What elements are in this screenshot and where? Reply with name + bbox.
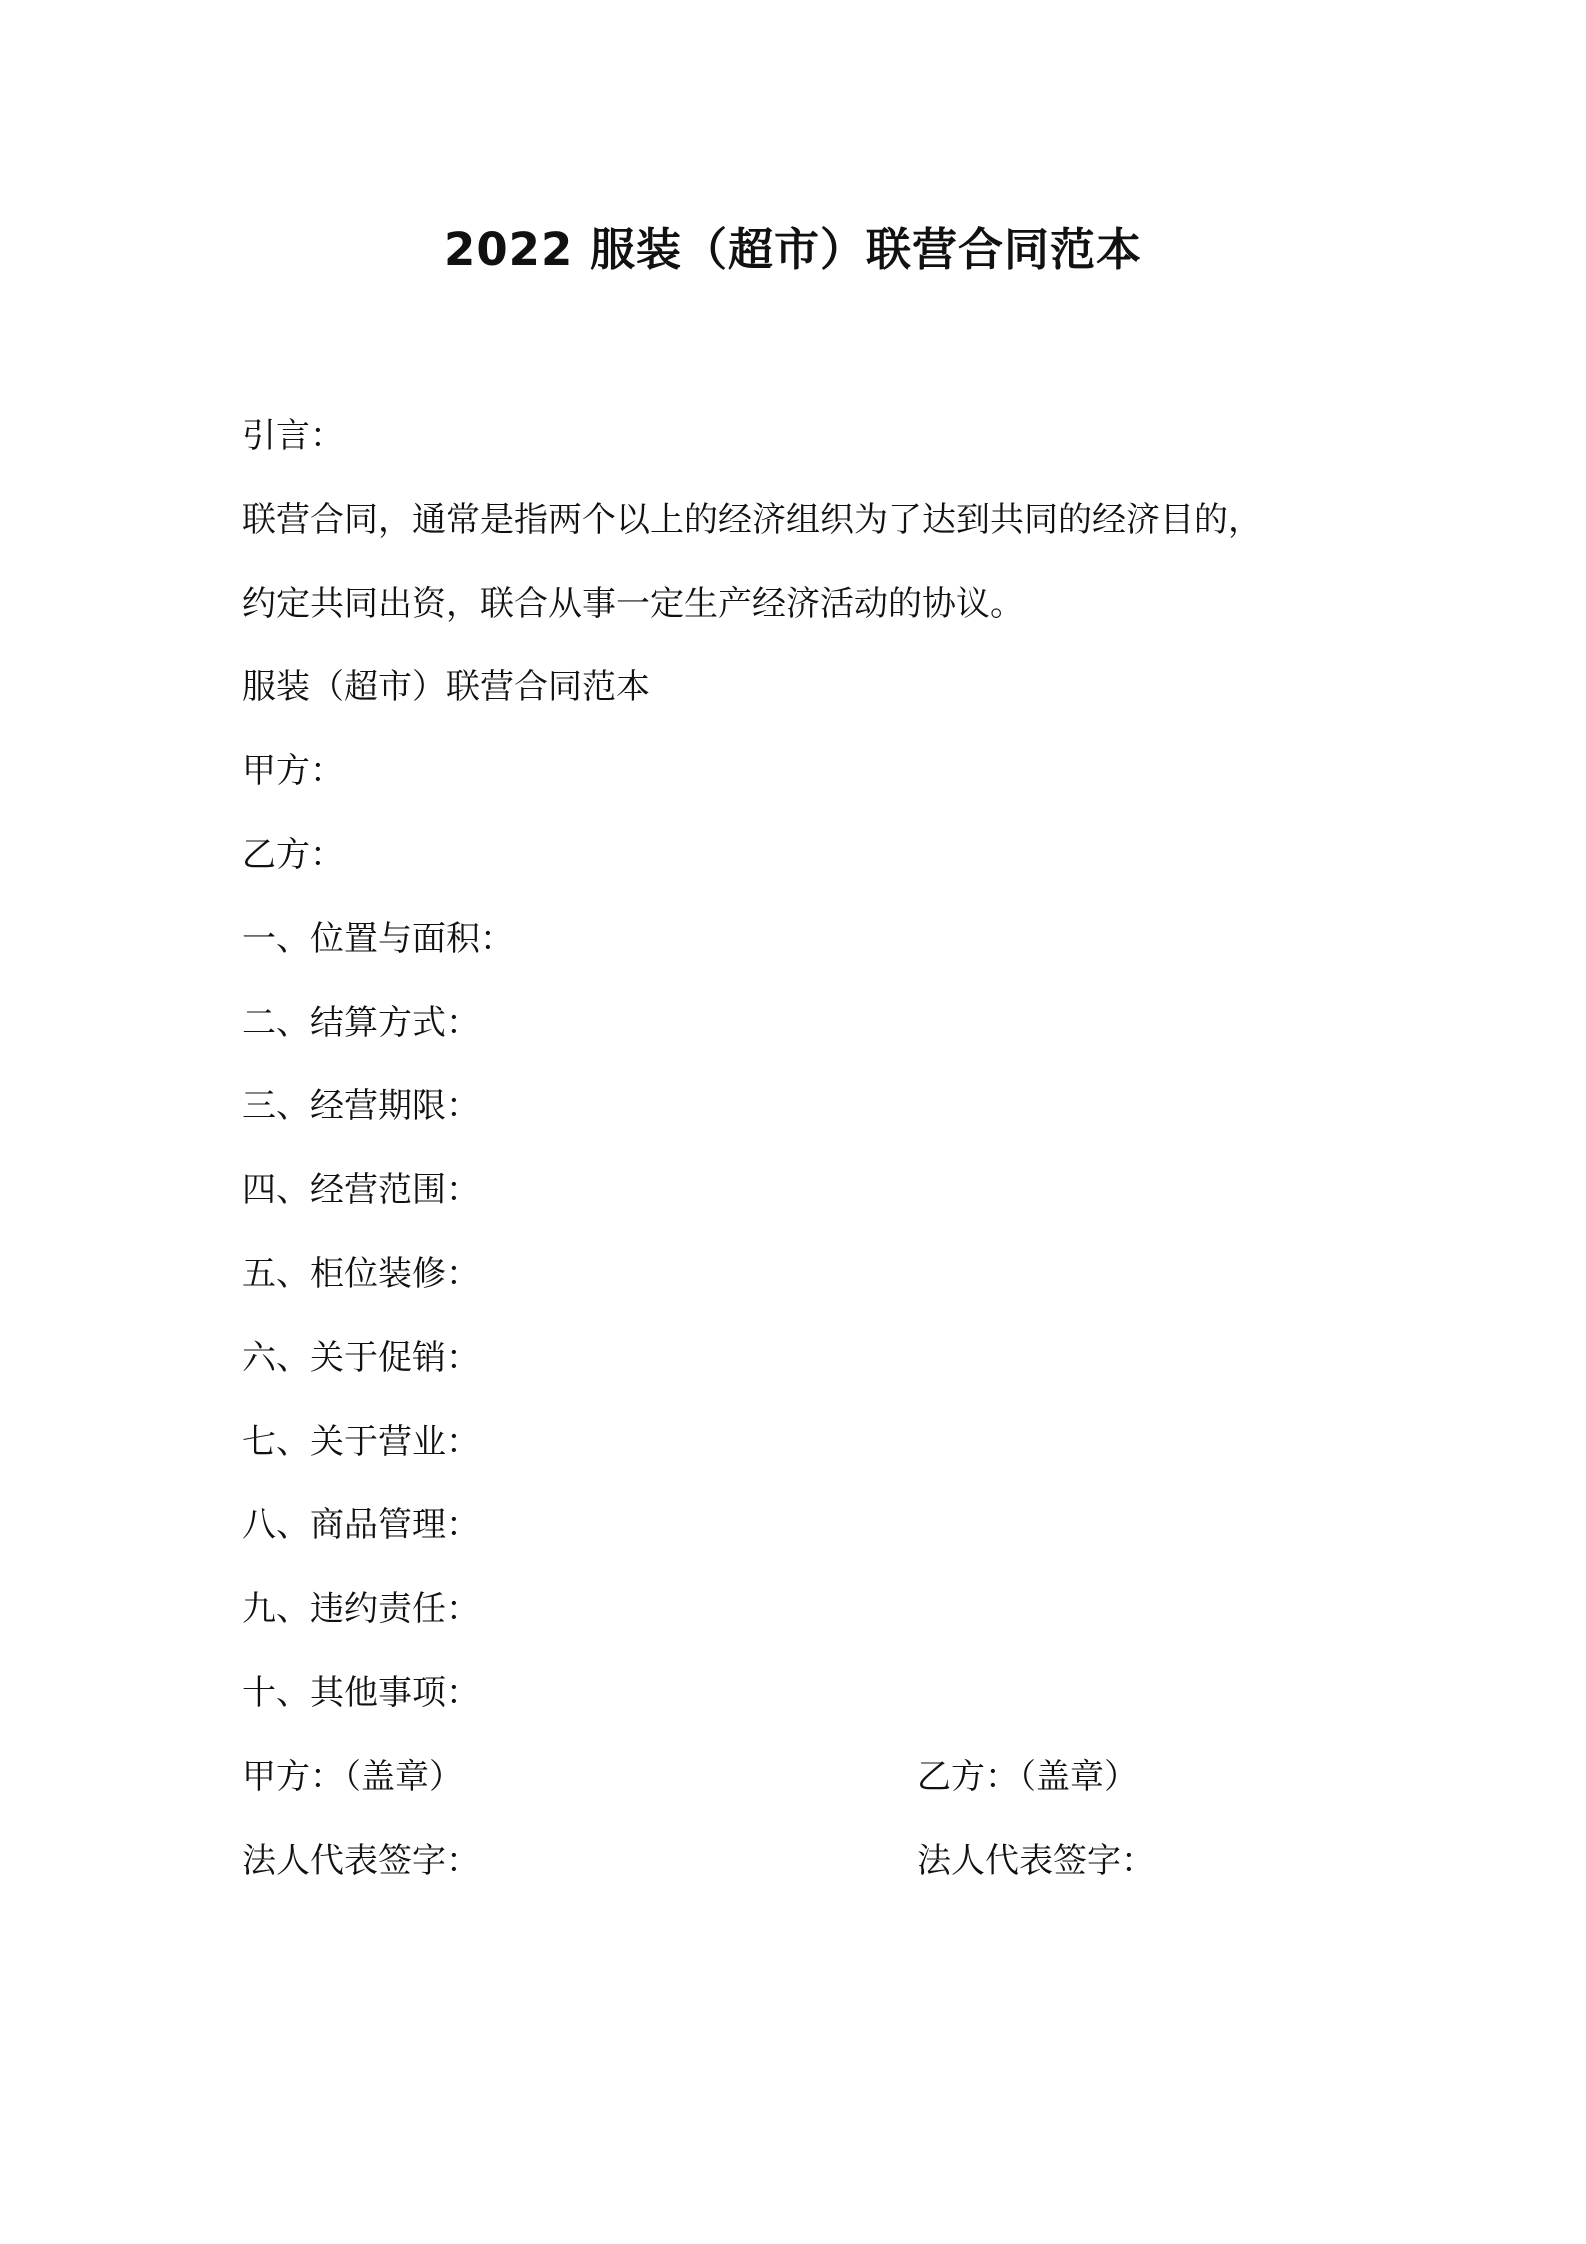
clause-4: 四、经营范围： — [242, 1170, 480, 1211]
party-a-label: 甲方： — [242, 751, 344, 792]
party-b-representative: 法人代表签字： — [917, 1840, 1155, 1881]
clause-10: 十、其他事项： — [242, 1672, 480, 1713]
intro-line-2: 约定共同出资，联合从事一定生产经济活动的协议。 — [242, 583, 1024, 624]
document-body — [242, 395, 1392, 1903]
clause-3: 三、经营期限： — [242, 1086, 480, 1127]
clause-9: 九、违约责任： — [242, 1589, 480, 1630]
representative-row — [242, 1820, 1392, 1904]
party-a-seal: 甲方：（盖章） — [242, 1756, 463, 1797]
party-b-label: 乙方： — [242, 834, 344, 875]
document-title: 2022 服装（超市）联营合同范本 — [444, 223, 1142, 276]
clause-6: 六、关于促销： — [242, 1337, 480, 1378]
clause-5: 五、柜位装修： — [242, 1253, 480, 1294]
contract-subtitle: 服装（超市）联营合同范本 — [242, 667, 650, 708]
clause-2: 二、结算方式： — [242, 1002, 480, 1043]
seal-row — [242, 1736, 1392, 1820]
clause-7: 七、关于营业： — [242, 1421, 480, 1462]
clause-1: 一、位置与面积： — [242, 918, 514, 959]
clause-8: 八、商品管理： — [242, 1505, 480, 1546]
party-a-representative: 法人代表签字： — [242, 1840, 480, 1881]
party-b-seal: 乙方：（盖章） — [917, 1756, 1138, 1797]
intro-line-1: 联营合同，通常是指两个以上的经济组织为了达到共同的经济目的， — [242, 499, 1262, 540]
intro-label: 引言： — [242, 416, 344, 456]
